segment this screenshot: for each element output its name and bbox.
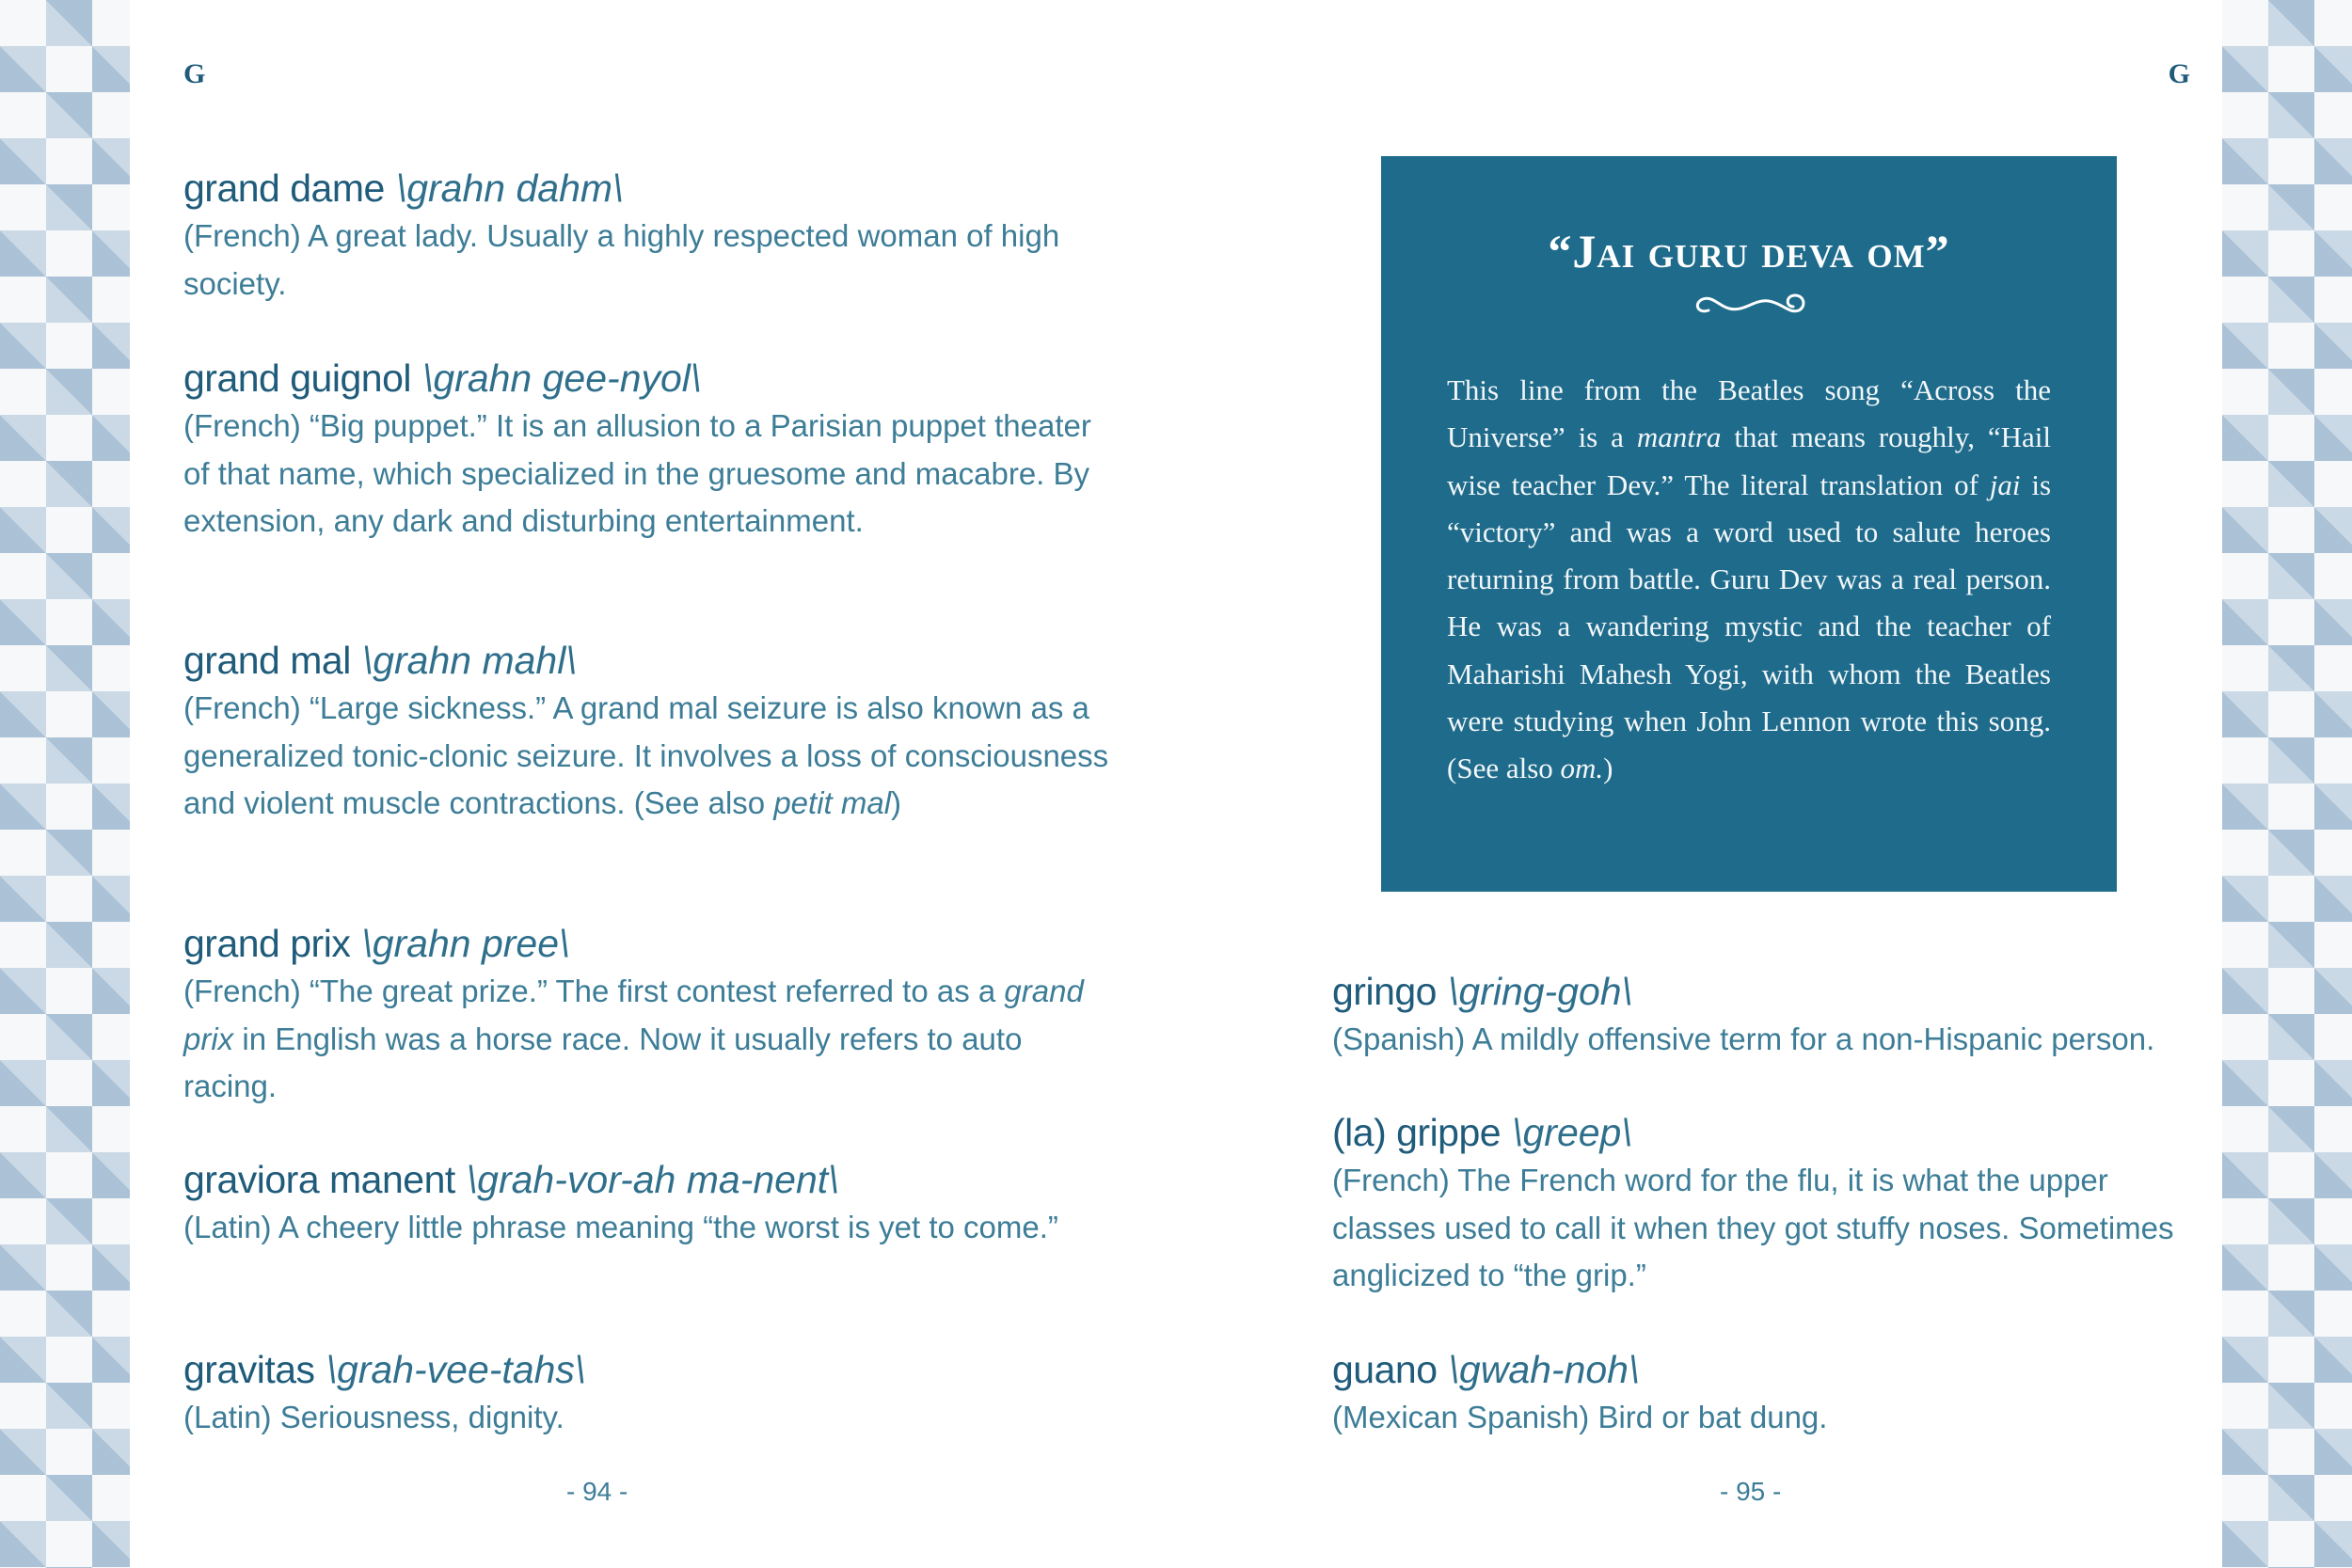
entry-pronunciation: \grahn pree\ (361, 922, 570, 965)
running-head: G (183, 58, 206, 89)
entry-pronunciation: \gwah-noh\ (1448, 1348, 1640, 1391)
cross-reference: petit mal (773, 785, 892, 820)
entry-pronunciation: \grah-vee-tahs\ (326, 1348, 586, 1391)
entry-definition (183, 968, 1115, 1111)
entry-definition: (French) “Big puppet.” It is an allusion to a Parisian puppet theater of that name, which specialized in the gruesome and macabre. By extension, any dark and disturbing entertainment. (183, 408, 1091, 538)
dictionary-entry (1332, 1345, 2198, 1442)
entry-term: gravitas (183, 1348, 315, 1391)
headword (183, 1345, 1115, 1394)
sidebar-title: “Jai guru deva om” (1548, 225, 1950, 277)
entry-definition: (Mexican Spanish) Bird or bat dung. (1332, 1400, 1828, 1434)
definition-text-end: ) (891, 785, 902, 820)
entry-definition (183, 685, 1115, 828)
headword (1332, 967, 2198, 1016)
page-number: - 95 - (1720, 1477, 1782, 1506)
italic-term: mantra (1636, 420, 1722, 454)
flourish-ornament-icon (1688, 286, 1810, 327)
entry-pronunciation: \grahn mahl\ (361, 639, 577, 682)
dictionary-entry (183, 919, 1115, 1111)
entry-definition: (Spanish) A mildly offensive term for a non-Hispanic person. (1332, 1022, 2155, 1056)
entry-pronunciation: \grahn gee-nyol\ (421, 356, 702, 400)
dictionary-entry (1332, 967, 2198, 1064)
sidebar-text: This line from the Beatles song “Across the Universe” is a (1447, 373, 2051, 454)
dictionary-entry (183, 164, 1115, 308)
entry-pronunciation: \gring-goh\ (1447, 970, 1632, 1013)
sidebar-text: that means roughly, “Hail wise teacher Dev.” The literal translation of (1447, 420, 2052, 501)
dictionary-entry (183, 354, 1115, 546)
sidebar-body (1447, 367, 2051, 793)
entry-term: grand mal (183, 639, 351, 682)
headword (183, 1155, 1115, 1204)
entry-term: grand prix (183, 922, 351, 965)
page-number: - 94 - (566, 1477, 628, 1506)
right-decorative-border (2222, 0, 2352, 1568)
dictionary-entry (183, 1345, 1115, 1442)
definition-text-start: (French) “The great prize.” The first contest referred to as a (183, 974, 996, 1008)
italic-term: grand prix (183, 974, 1084, 1056)
cross-reference: om. (1560, 752, 1604, 785)
headword (1332, 1345, 2198, 1394)
dictionary-entry (1332, 1108, 2198, 1300)
entry-term: (la) grippe (1332, 1111, 1502, 1154)
entry-term: guano (1332, 1348, 1438, 1391)
entry-definition: (French) The French word for the flu, it is what the upper classes used to call it when they got stuffy noses. Sometimes anglicized to “the grip.” (1332, 1163, 2174, 1292)
entry-term: grand guignol (183, 356, 411, 400)
right-page (1176, 0, 2222, 1568)
headword (183, 919, 1115, 968)
entry-pronunciation: \grah-vor-ah ma-nent\ (466, 1158, 839, 1201)
sidebar-text: is “victory” and was a word used to salute heroes returning from battle. Guru Dev was a real person. He was a wandering mystic and the teacher of Maharishi Mahesh Yogi, with whom the Beatles were studying when John Lennon wrote this song. (See also (1447, 467, 2052, 785)
headword (183, 164, 1115, 213)
entry-definition: (Latin) A cheery little phrase meaning “the worst is yet to come.” (183, 1210, 1058, 1244)
definition-text: (French) “Large sickness.” A grand mal seizure is also known as a generalized tonic-clonic seizure. It involves a loss of consciousness and violent muscle contractions. (See also (183, 690, 1109, 820)
dictionary-entry (183, 1155, 1115, 1252)
entry-pronunciation: \grahn dahm\ (395, 166, 624, 210)
italic-term: jai (1989, 467, 2021, 501)
entry-definition: (Latin) Seriousness, dignity. (183, 1400, 564, 1434)
entry-pronunciation: \greep\ (1512, 1111, 1632, 1154)
dictionary-entry (183, 636, 1115, 828)
sidebar-box (1381, 156, 2117, 892)
sidebar-text-end: ) (1603, 752, 1613, 785)
definition-text: in English was a horse race. Now it usually refers to auto racing. (183, 1021, 1023, 1103)
headword (183, 636, 1115, 685)
entry-term: graviora manent (183, 1158, 455, 1201)
entry-term: grand dame (183, 166, 385, 210)
running-head: G (2168, 58, 2190, 89)
entry-definition: (French) A great lady. Usually a highly respected woman of high society. (183, 218, 1060, 301)
left-page (130, 0, 1176, 1568)
headword (1332, 1108, 2198, 1157)
headword (183, 354, 1115, 403)
left-decorative-border (0, 0, 130, 1568)
entry-term: gringo (1332, 970, 1437, 1013)
